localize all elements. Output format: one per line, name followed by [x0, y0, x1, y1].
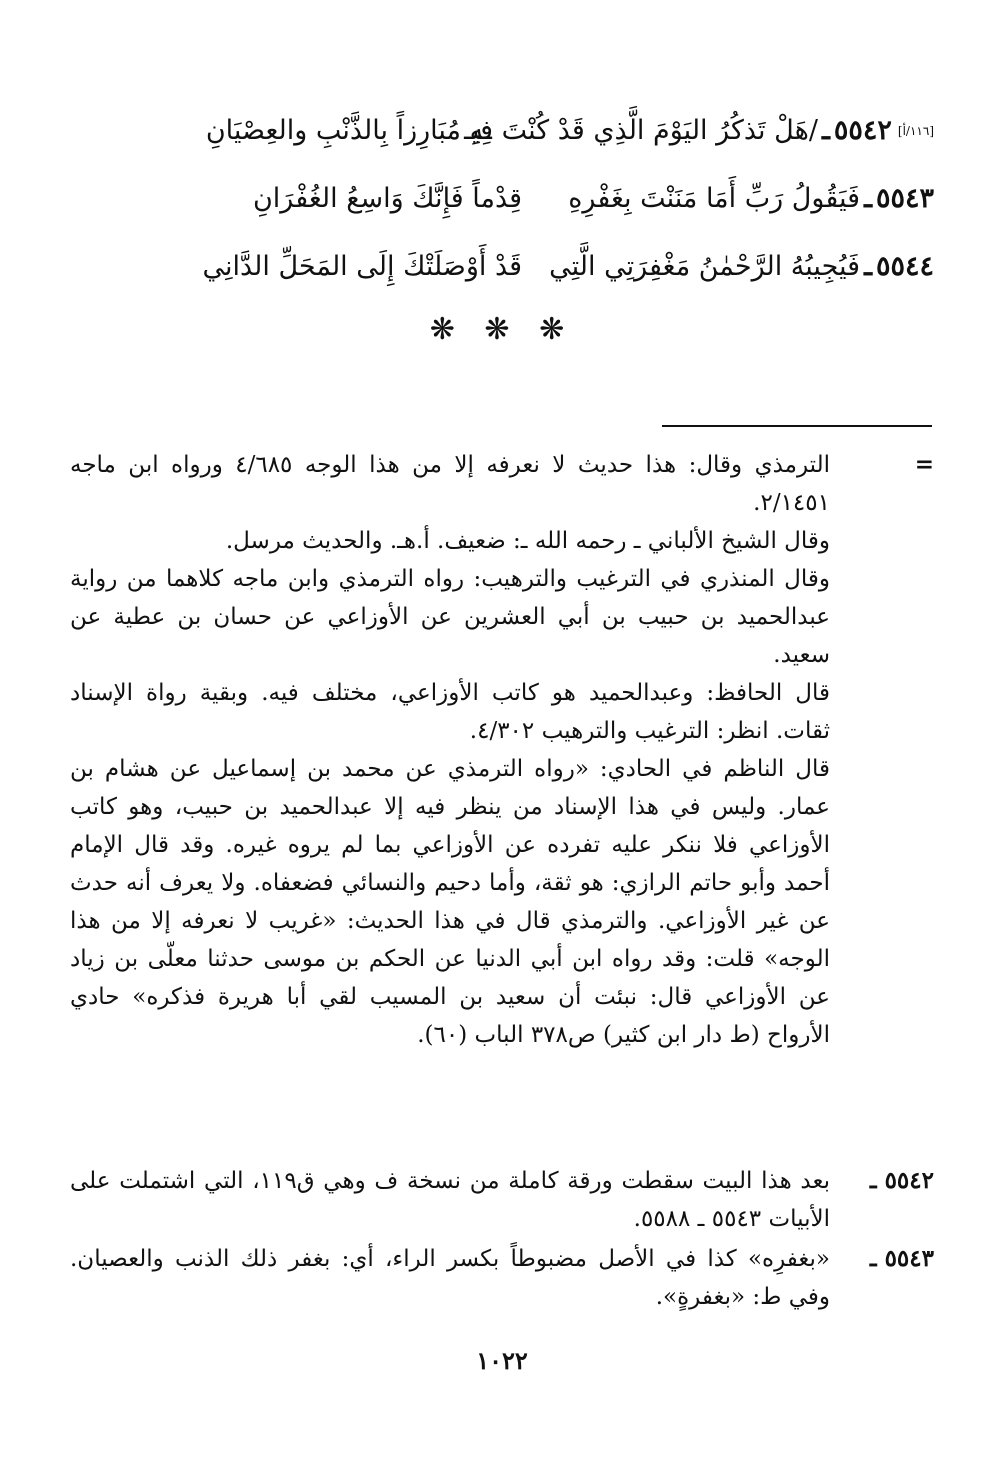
verse-first-hemistich: /هَلْ تَذكُرُ اليَوْمَ الَّذِي قَدْ كُنْتَ فِيـ [464, 115, 818, 146]
footnote-paragraph: بعد هذا البيت سقطت ورقة كاملة من نسخة ف وهي ق١١٩، التي اشتملت على الأبيات ٥٥٤٣ ـ ٥٥٨٨. [70, 1168, 830, 1232]
footnote-text [70, 1162, 830, 1238]
footnote-divider [662, 425, 932, 427]
verse-number: ٥٥٤٣ [875, 183, 934, 214]
footnote-text [70, 1240, 830, 1316]
footnote [70, 1162, 934, 1238]
verse-dash: ـ [864, 251, 872, 282]
footnote-continuation-mark: = [914, 451, 934, 478]
footnote-paragraph: وقال المنذري في الترغيب والترهيب: رواه الترمذي وابن ماجه كلاهما من رواية عبدالحميد بن حبيب بن أبي العشرين عن الأوزاعي عن حسان بن عطية عن سعيد. [70, 566, 830, 668]
verse-line [70, 104, 934, 158]
footnote-number: ٥٥٤٢ ـ [869, 1167, 934, 1194]
verse-dash: ـ [821, 115, 830, 146]
page-number: ١٠٢٢ [476, 1346, 528, 1375]
verse-line [70, 240, 934, 294]
footnote-paragraph: الترمذي وقال: هذا حديث لا نعرفه إلا من هذا الوجه ٤/٦٨٥ ورواه ابن ماجه ٢/١٤٥١. [70, 452, 831, 516]
verse-number: ٥٥٤٢ [833, 115, 892, 146]
manuscript-folio-marker: [١١٦/أ] [897, 124, 934, 138]
verse-dash: ـ [864, 183, 872, 214]
footnote [70, 1240, 934, 1316]
section-separator-stars: ❋ ❋ ❋ [429, 312, 575, 347]
verse-number: ٥٥٤٤ [875, 251, 934, 282]
footnote-paragraph: قال الناظم في الحادي: «رواه الترمذي عن محمد بن إسماعيل عن هشام بن عمار. وليس في هذا الإسناد من ينظر فيه إلا عبدالحميد بن حبيب، وهو كاتب الأوزاعي فلا ننكر عليه تفرده عن الأوزاعي بما لم يروه غيره. وقد قال الإمام أحمد وأبو حاتم الرازي: هو ثقة، وأما دحيم والنسائي فضعفاه. ولا يعرف أنه حدث عن غير الأوزاعي. والترمذي قال في هذا الحديث: «غريب لا نعرفه إلا من هذا الوجه» قلت: وقد رواه ابن أبي الدنيا عن الحكم بن موسى حدثنا معلّى بن زياد عن الأوزاعي قال: نبئت أن سعيد بن المسيب لقي أبا هريرة فذكره» حادي الأرواح (ط دار ابن كثير) ص٣٧٨ الباب (٦٠). [70, 756, 830, 1048]
footnote-paragraph: وقال الشيخ الألباني ـ رحمه الله ـ: ضعيف. أ.هـ. والحديث مرسل. [225, 528, 830, 554]
verse-second-hemistich: قَدْ أَوْصَلَتْكَ إِلَى المَحَلِّ الدَّانِي [202, 251, 523, 282]
footnote-paragraph: قال الحافظ: وعبدالحميد هو كاتب الأوزاعي، مختلف فيه. وبقية رواة الإسناد ثقات. انظر: الترغيب والترهيب ٤/٣٠٢. [70, 680, 830, 744]
footnote-number: ٥٥٤٣ ـ [869, 1245, 934, 1272]
verse-second-hemistich: ـهِ مُبَارِزاً بِالذَّنْبِ والعِصْيَانِ [205, 115, 492, 146]
footnote [70, 446, 934, 1054]
verse-first-hemistich: فَيَقُولُ رَبِّ أَمَا مَنَنْتَ بِغَفْرِهِ [568, 183, 861, 214]
footnote-text [70, 446, 830, 1054]
verse-second-hemistich: قِدْماً فَإِنَّكَ وَاسِعُ الغُفْرَانِ [252, 183, 523, 214]
verse-line [70, 172, 934, 226]
verse-first-hemistich: فَيُجِيبُهُ الرَّحْمٰنُ مَغْفِرَتِي الَّتِي [549, 251, 861, 282]
footnote-paragraph: «بغفرِه» كذا في الأصل مضبوطاً بكسر الراء، أي: بغفر ذلك الذنب والعصيان. وفي ط: «بغفرةٍ». [70, 1246, 830, 1310]
